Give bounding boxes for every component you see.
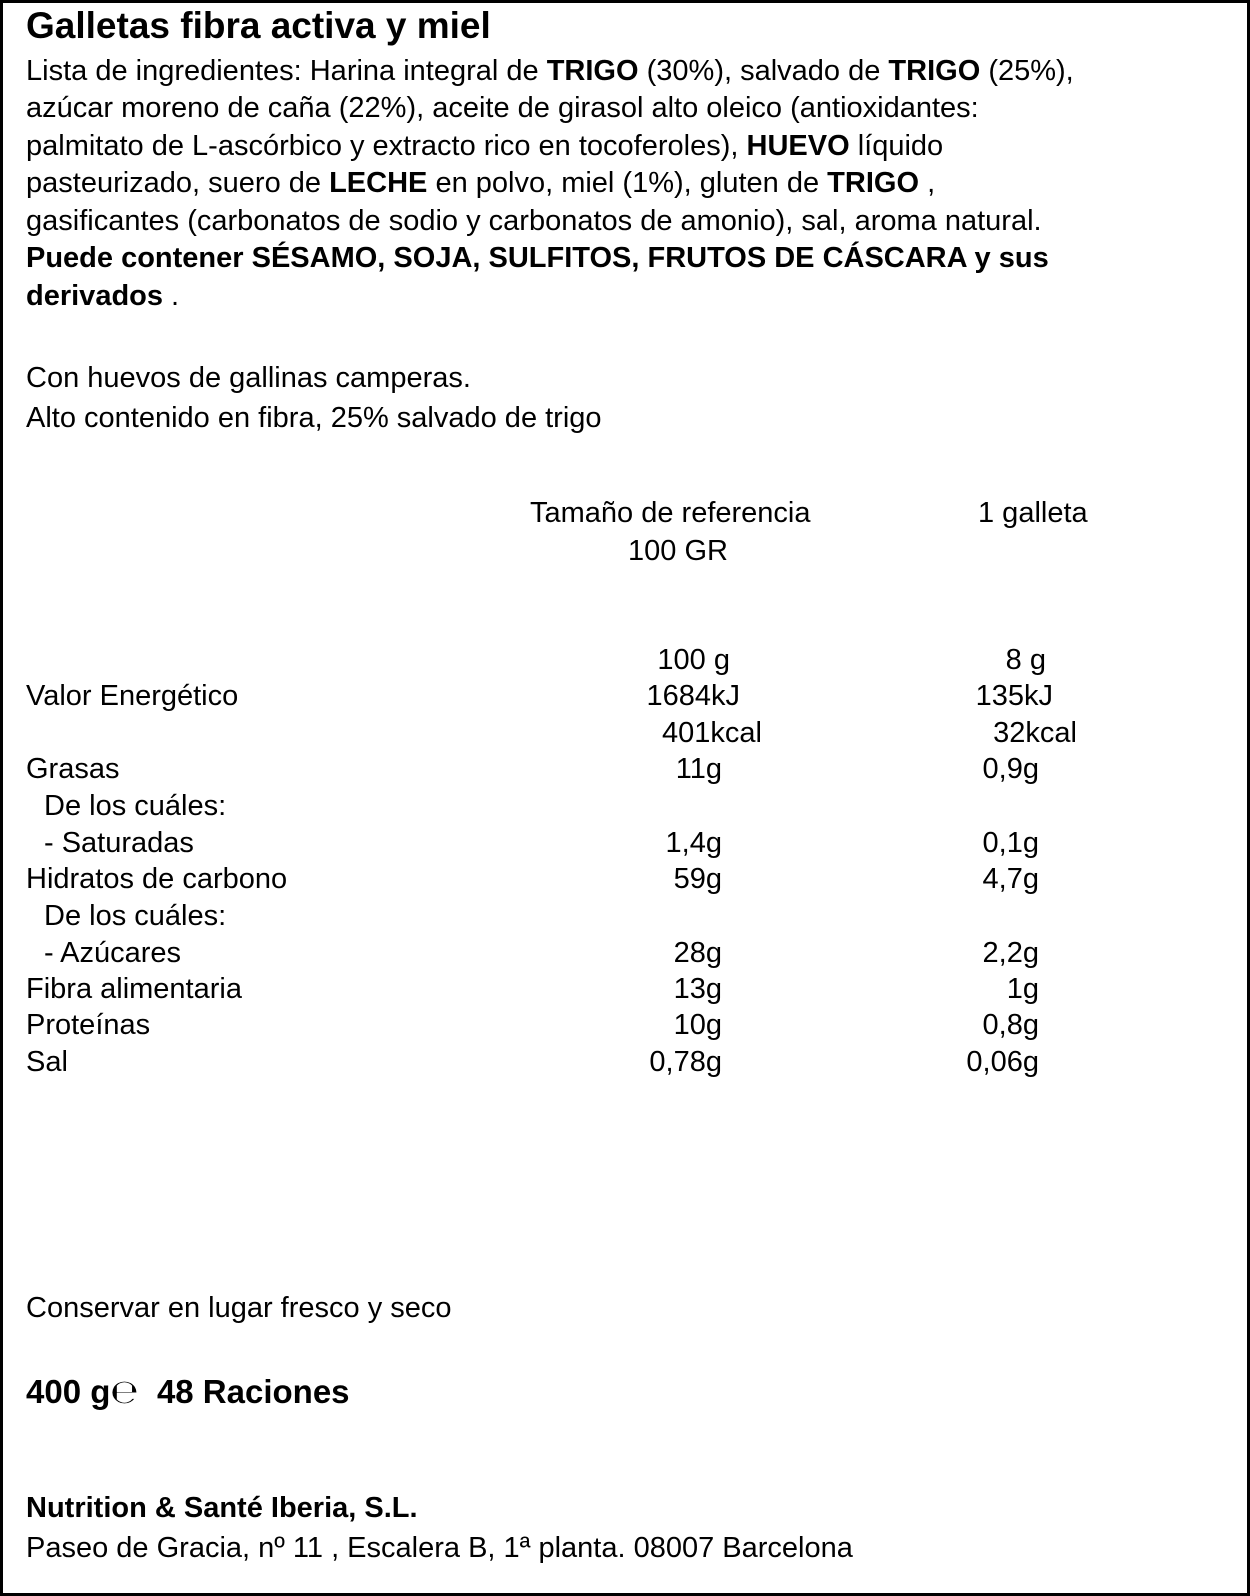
company-name: Nutrition & Santé Iberia, S.L. [26,1492,418,1524]
nutrient-value-100g: 59g [673,863,722,895]
ingredients-text: (30%), salvado de [638,55,889,87]
nutrient-label: - Saturadas [44,827,194,859]
nutrient-label: Sal [26,1046,68,1078]
nutrient-value-100g: 28g [673,937,722,969]
nutrient-label: Valor Energético [26,680,239,712]
allergen-trigo: TRIGO [827,167,920,199]
company-address: Paseo de Gracia, nº 11 , Escalera B, 1ª planta. 08007 Barcelona [26,1532,853,1564]
reference-size-header: Tamaño de referencia [530,497,811,529]
nutrient-value-100g: 1684kJ [646,680,740,712]
nutrient-sub-header: De los cuáles: [44,790,227,822]
nutrient-sub-header: De los cuáles: [44,900,227,932]
allergen-huevo: HUEVO [746,130,850,162]
allergen-trigo: TRIGO [888,55,981,87]
nutrient-label: Proteínas [26,1009,151,1041]
ingredients-line-1 [26,53,1074,89]
ingredients-text: (25%), [980,55,1074,87]
nutrient-value-portion: 1g [1006,973,1039,1005]
claim-high-fibre: Alto contenido en fibra, 25% salvado de trigo [26,402,602,434]
ingredients-text: líquido [849,130,944,162]
nutrient-value-100g: 1,4g [665,827,722,859]
nutrient-value-100g: 13g [673,973,722,1005]
column-portion: 8 g [1005,644,1046,676]
nutrient-label: Hidratos de carbono [26,863,288,895]
nutrient-value-portion: 4,7g [982,863,1039,895]
ingredients-text: pasteurizado, suero de [26,167,330,199]
allergen-leche: LECHE [329,167,428,199]
allergen-warning-end: . [163,280,180,312]
product-title: Galletas fibra activa y miel [26,5,491,46]
nutrient-value-100g: 11g [675,753,722,785]
nutrient-value-portion: 0,8g [982,1009,1039,1041]
ingredients-text: en polvo, miel (1%), gluten de [427,167,828,199]
ingredients-line-4 [26,165,935,201]
nutrient-label: - Azúcares [44,937,181,969]
nutrient-value-100g: 0,78g [649,1046,722,1078]
nutrient-value-portion: 135kJ [975,680,1053,712]
net-quantity [26,1372,350,1412]
nutrient-value-portion: 2,2g [982,937,1039,969]
allergen-warning-text: derivados [26,280,163,312]
column-100g: 100 g [657,644,730,676]
ingredients-line-5: gasificantes (carbonatos de sodio y carbonatos de amonio), sal, aroma natural. [26,205,1042,237]
allergen-warning-line-1: Puede contener SÉSAMO, SOJA, SULFITOS, FRUTOS DE CÁSCARA y sus [26,242,1049,274]
nutrient-value-portion: 0,9g [982,753,1039,785]
ingredients-line-2: azúcar moreno de caña (22%), aceite de girasol alto oleico (antioxidantes: [26,92,979,124]
storage-instructions: Conservar en lugar fresco y seco [26,1292,452,1324]
nutrient-value-100g: 10g [673,1009,722,1041]
ingredients-line-3 [26,128,943,164]
portion-header: 1 galleta [978,497,1088,529]
servings-count: 48 Raciones [156,1373,350,1410]
estimated-sign-icon: ℮ [110,1372,139,1411]
ingredients-text: Lista de ingredientes: Harina integral de [26,55,547,87]
net-weight: 400 g [26,1373,111,1410]
allergen-trigo: TRIGO [546,55,639,87]
nutrient-value-portion: 32kcal [993,717,1077,749]
nutrient-label: Fibra alimentaria [26,973,242,1005]
ingredients-text: palmitato de L-ascórbico y extracto rico en tocoferoles), [26,130,747,162]
nutrient-value-portion: 0,06g [966,1046,1039,1078]
reference-size-amount: 100 GR [628,535,728,567]
allergen-warning-line-2 [26,278,179,314]
nutrient-value-portion: 0,1g [982,827,1039,859]
claim-free-range-eggs: Con huevos de gallinas camperas. [26,362,471,394]
nutrient-value-100g: 401kcal [662,717,762,749]
nutrient-label: Grasas [26,753,120,785]
ingredients-text: , [919,167,936,199]
